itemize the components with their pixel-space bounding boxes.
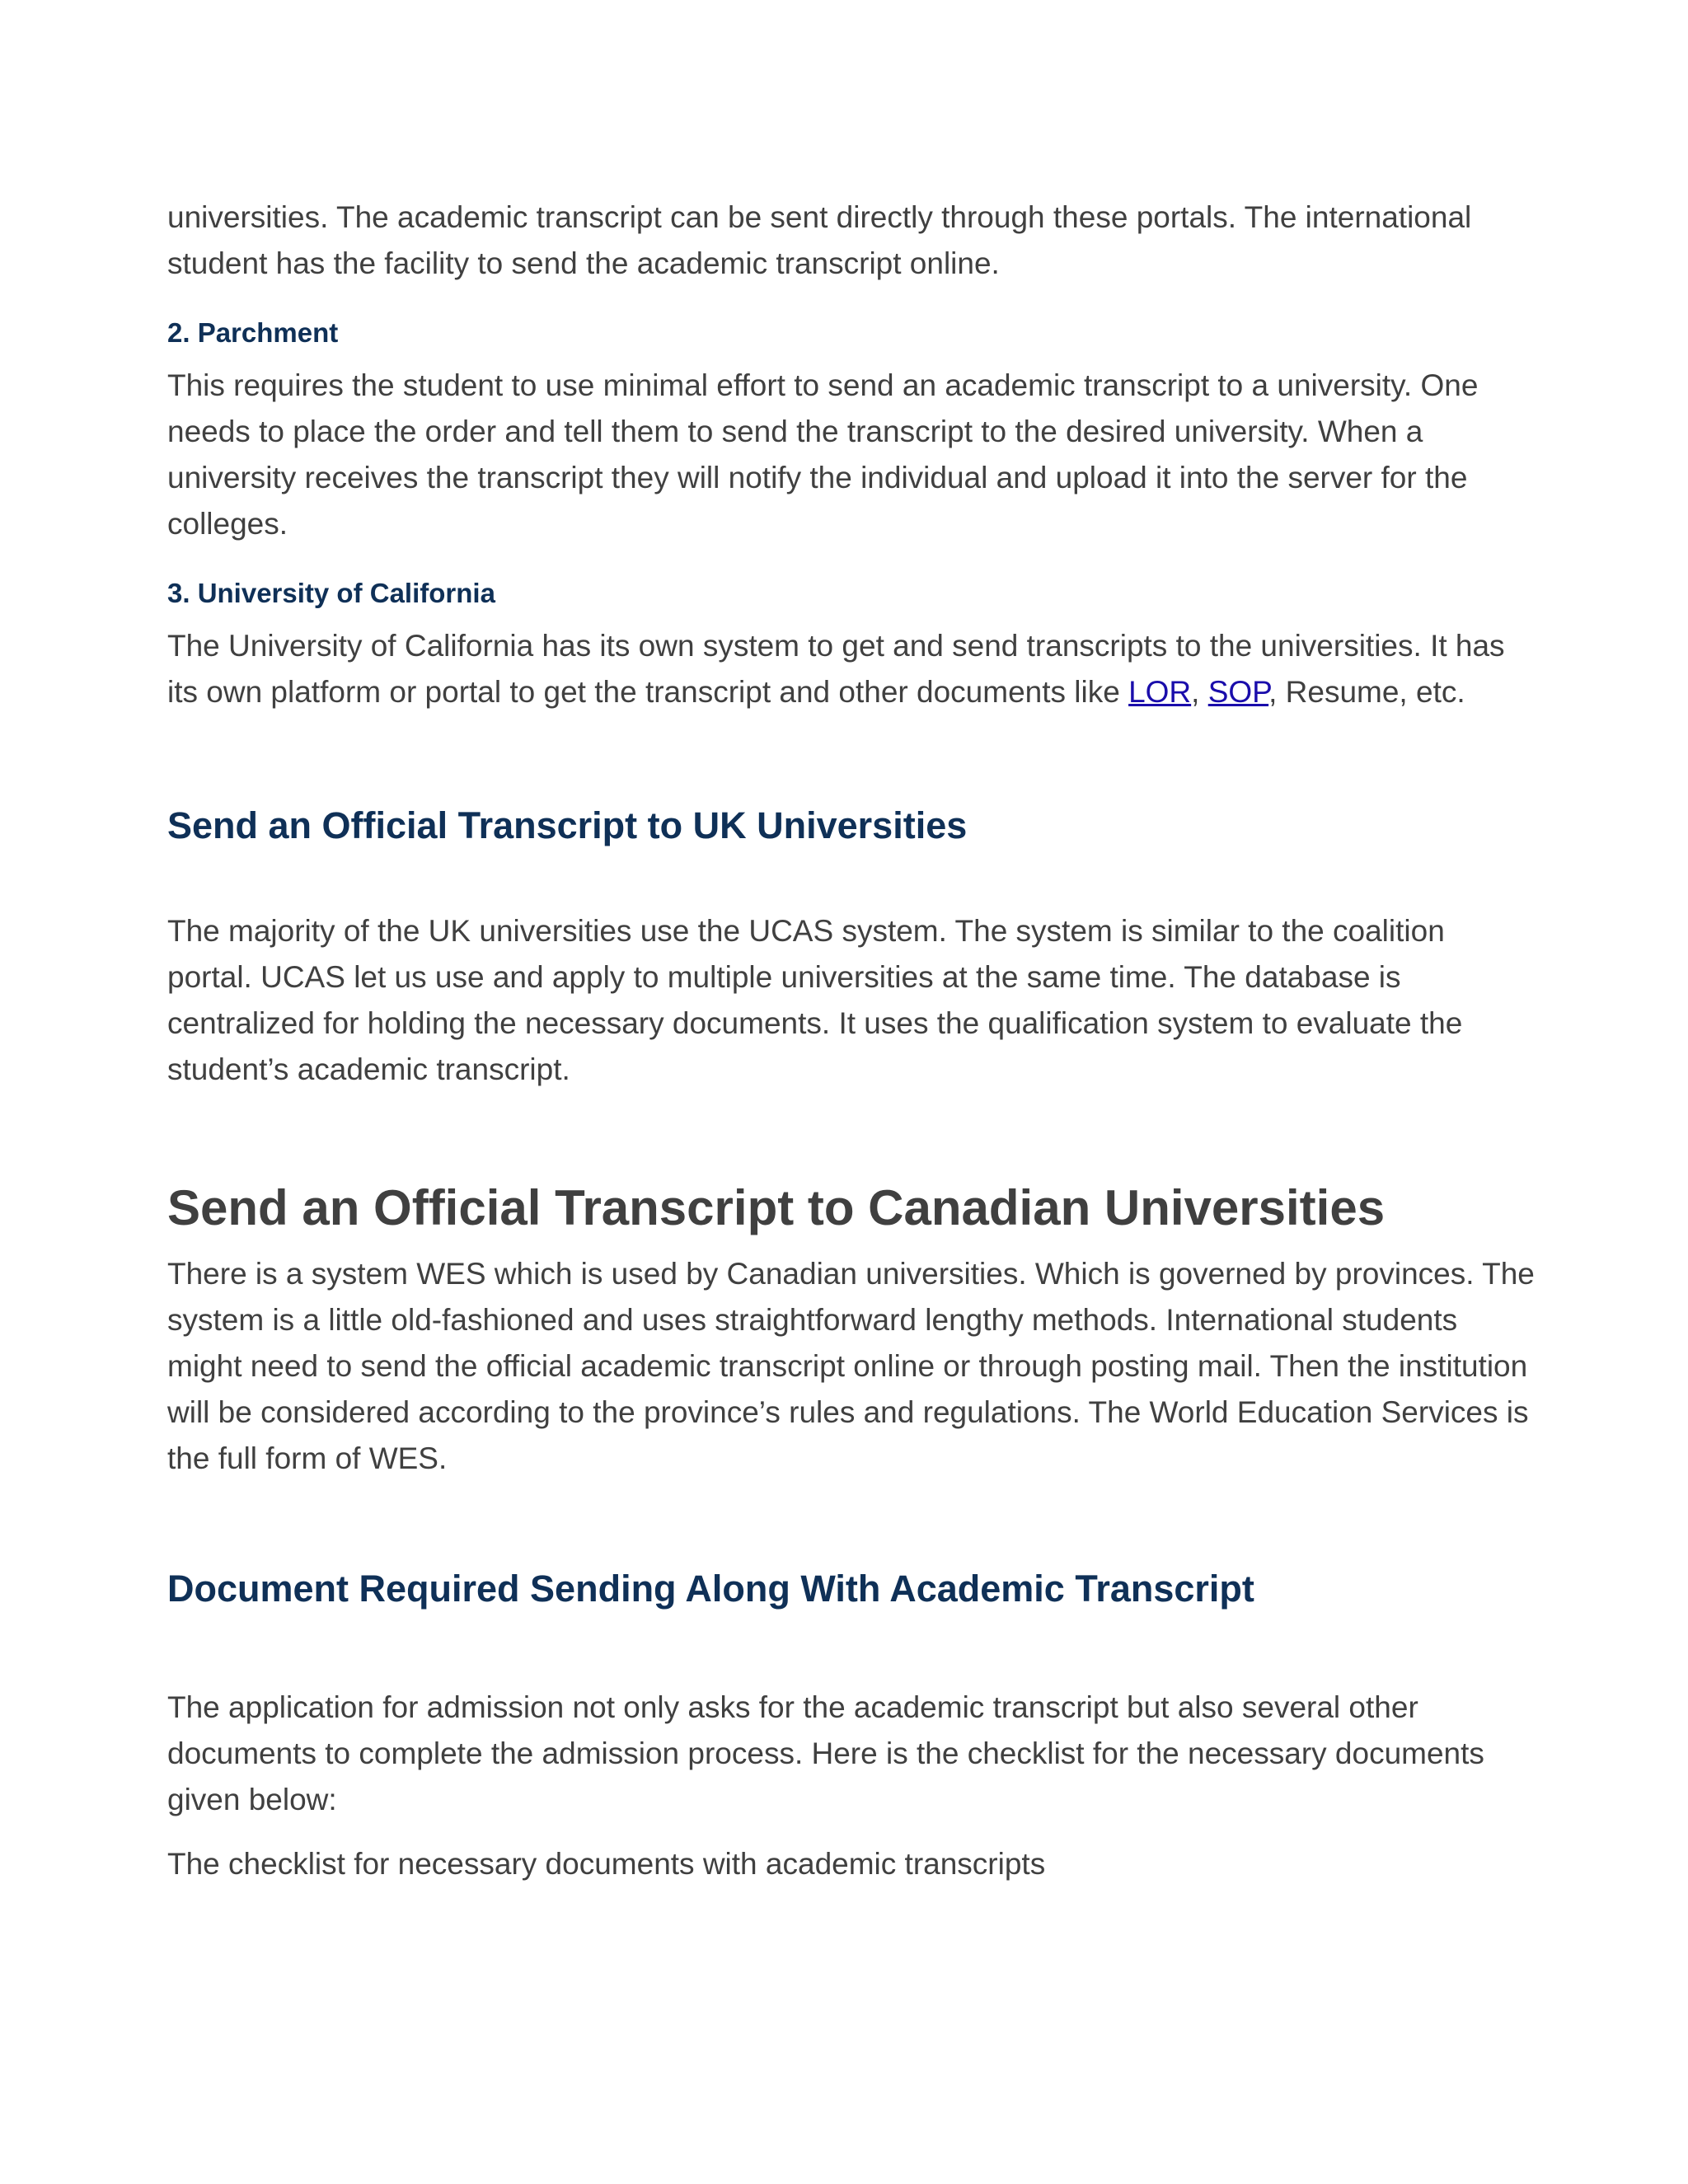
document-page bbox=[167, 194, 1536, 1887]
lor-link[interactable]: LOR bbox=[1128, 675, 1192, 709]
documents-required-paragraph: The application for admission not only asks for the academic transcript but also several other documents to complete the admission process. Here is the checklist for the necessary documents given below: bbox=[167, 1690, 1484, 1816]
parchment-heading: 2. Parchment bbox=[167, 317, 339, 348]
university-of-california-paragraph bbox=[167, 623, 1536, 715]
sop-link[interactable]: SOP bbox=[1207, 675, 1269, 709]
uc-text: The University of California has its own system to get and send transcripts to the universities. It has its own platform or portal to get the transcript and other documents like bbox=[167, 629, 1505, 709]
checklist-paragraph: The checklist for necessary documents with academic transcripts bbox=[167, 1847, 1046, 1881]
canadian-universities-paragraph: There is a system WES which is used by Canadian universities. Which is governed by provinces. The system is a little old-fashioned and uses straightforward lengthy methods. International students might need to send the official academic transcript online or through posting mail. Then the institution will be considered according to the province’s rules and regulations. The World Education Services is the full form of WES. bbox=[167, 1257, 1535, 1475]
uc-tail: , Resume, etc. bbox=[1268, 675, 1465, 709]
uc-separator: , bbox=[1191, 675, 1208, 709]
uk-universities-paragraph: The majority of the UK universities use the UCAS system. The system is similar to the coalition portal. UCAS let us use and apply to multiple universities at the same time. The database is centralized for holding the necessary documents. It uses the qualification system to evaluate the student’s academic transcript. bbox=[167, 914, 1463, 1086]
documents-required-heading: Document Required Sending Along With Academic Transcript bbox=[167, 1568, 1254, 1610]
parchment-paragraph: This requires the student to use minimal effort to send an academic transcript to a university. One needs to place the order and tell them to send the transcript to the desired university. When a university receives the transcript they will notify the individual and upload it into the server for the colleges. bbox=[167, 368, 1479, 541]
canadian-universities-heading: Send an Official Transcript to Canadian Universities bbox=[167, 1180, 1386, 1235]
university-of-california-heading: 3. University of California bbox=[167, 578, 495, 608]
uk-universities-heading: Send an Official Transcript to UK Universities bbox=[167, 804, 968, 846]
intro-paragraph: universities. The academic transcript can be sent directly through these portals. The international student has the facility to send the academic transcript online. bbox=[167, 200, 1472, 280]
